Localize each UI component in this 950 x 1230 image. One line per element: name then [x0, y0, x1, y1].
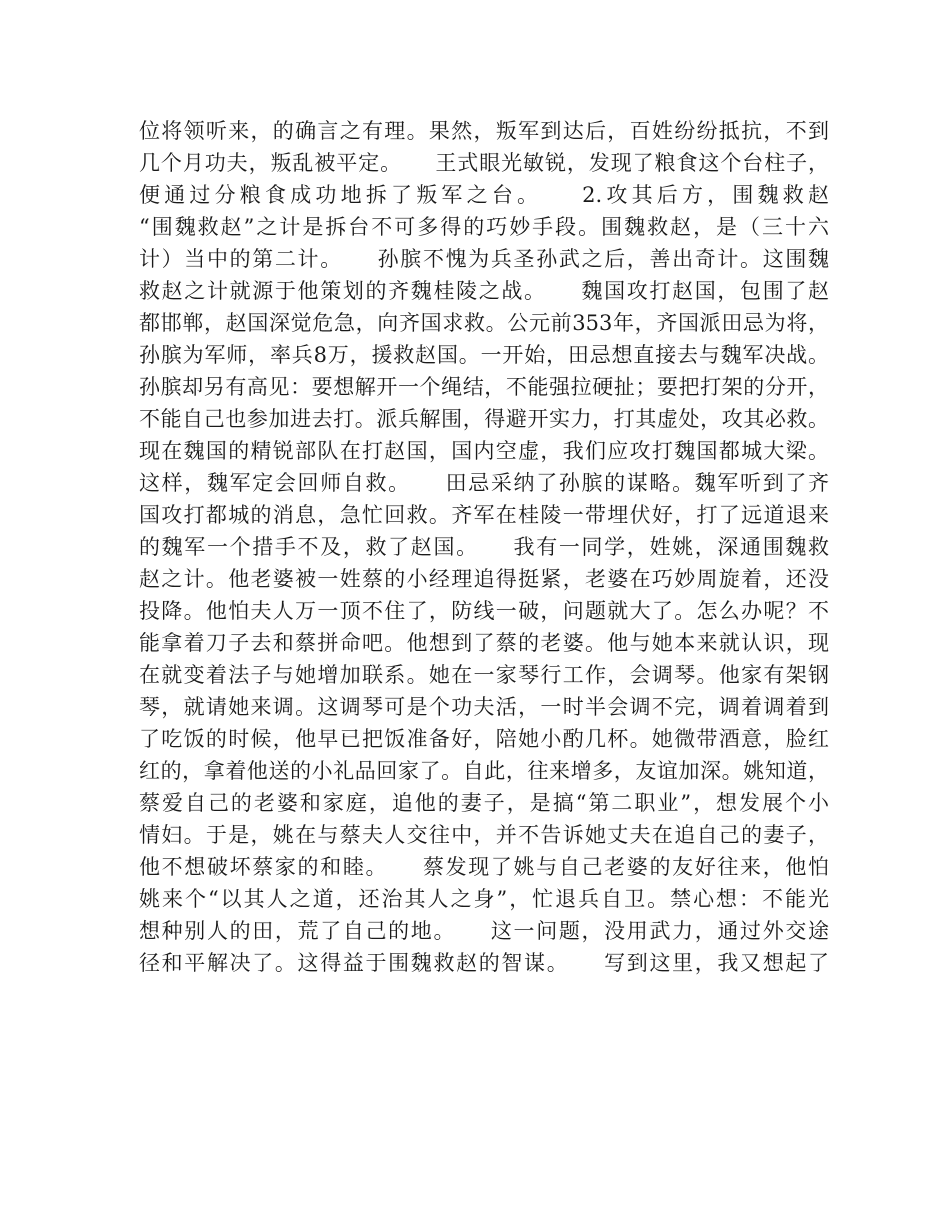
text-line: 救赵之计就源于他策划的齐魏桂陵之战。 魏国攻打赵国，包围了赵 — [139, 279, 829, 303]
text-line: 的魏军一个措手不及，救了赵国。 我有一同学，姓姚，深通围魏救 — [139, 535, 829, 559]
text-line: 计）当中的第二计。 孙膑不愧为兵圣孙武之后，善出奇计。这围魏 — [139, 247, 829, 271]
text-line: 情妇。于是，姚在与蔡夫人交往中，并不告诉她丈夫在追自己的妻子， — [139, 823, 829, 847]
text-line: 孙膑却另有高见：要想解开一个绳结，不能强拉硬扯；要把打架的分开， — [139, 375, 829, 399]
text-line: “围魏救赵”之计是拆台不可多得的巧妙手段。围魏救赵，是（三十六 — [139, 215, 829, 239]
text-line: 位将领听来，的确言之有理。果然，叛军到达后，百姓纷纷抵抗，不到 — [139, 119, 829, 143]
text-line: 红的，拿着他送的小礼品回家了。自此，往来增多，友谊加深。姚知道， — [139, 759, 829, 783]
text-line: 他不想破坏蔡家的和睦。 蔡发现了姚与自己老婆的友好往来，他怕 — [139, 855, 829, 879]
text-line: 几个月功夫，叛乱被平定。 王式眼光敏锐，发现了粮食这个台柱子， — [139, 151, 829, 175]
text-line: 想种别人的田，荒了自己的地。 这一问题，没用武力，通过外交途 — [139, 919, 829, 943]
text-line: 都邯郸，赵国深觉危急，向齐国求救。公元前353年，齐国派田忌为将， — [139, 311, 829, 335]
text-line: 在就变着法子与她增加联系。她在一家琴行工作，会调琴。他家有架钢 — [139, 663, 829, 687]
text-line: 姚来个“以其人之道，还治其人之身”，忙退兵自卫。禁心想：不能光 — [139, 887, 829, 911]
text-line: 蔡爱自己的老婆和家庭，追他的妻子，是搞“第二职业”，想发展个小 — [139, 791, 829, 815]
text-line: 了吃饭的时候，他早已把饭准备好，陪她小酌几杯。她微带酒意，脸红 — [139, 727, 829, 751]
text-line: 径和平解决了。这得益于围魏救赵的智谋。 写到这里，我又想起了 — [139, 951, 829, 975]
text-line: 这样，魏军定会回师自救。 田忌采纳了孙膑的谋略。魏军听到了齐 — [139, 471, 829, 495]
text-line: 琴，就请她来调。这调琴可是个功夫活，一时半会调不完，调着调着到 — [139, 695, 829, 719]
text-line: 不能自己也参加进去打。派兵解围，得避开实力，打其虚处，攻其必救。 — [139, 407, 829, 431]
text-line: 现在魏国的精锐部队在打赵国，国内空虚，我们应攻打魏国都城大梁。 — [139, 439, 829, 463]
text-line: 便通过分粮食成功地拆了叛军之台。 2.攻其后方，围魏救赵 — [139, 183, 829, 207]
text-line: 赵之计。他老婆被一姓蔡的小经理追得挺紧，老婆在巧妙周旋着，还没 — [139, 567, 829, 591]
text-line: 国攻打都城的消息，急忙回救。齐军在桂陵一带埋伏好，打了远道退来 — [139, 503, 829, 527]
body-text — [139, 115, 829, 979]
text-line: 孙膑为军师，率兵8万，援救赵国。一开始，田忌想直接去与魏军决战。 — [139, 343, 829, 367]
text-line: 投降。他怕夫人万一顶不住了，防线一破，问题就大了。怎么办呢？不 — [139, 599, 829, 623]
text-line: 能拿着刀子去和蔡拼命吧。他想到了蔡的老婆。他与她本来就认识，现 — [139, 631, 829, 655]
